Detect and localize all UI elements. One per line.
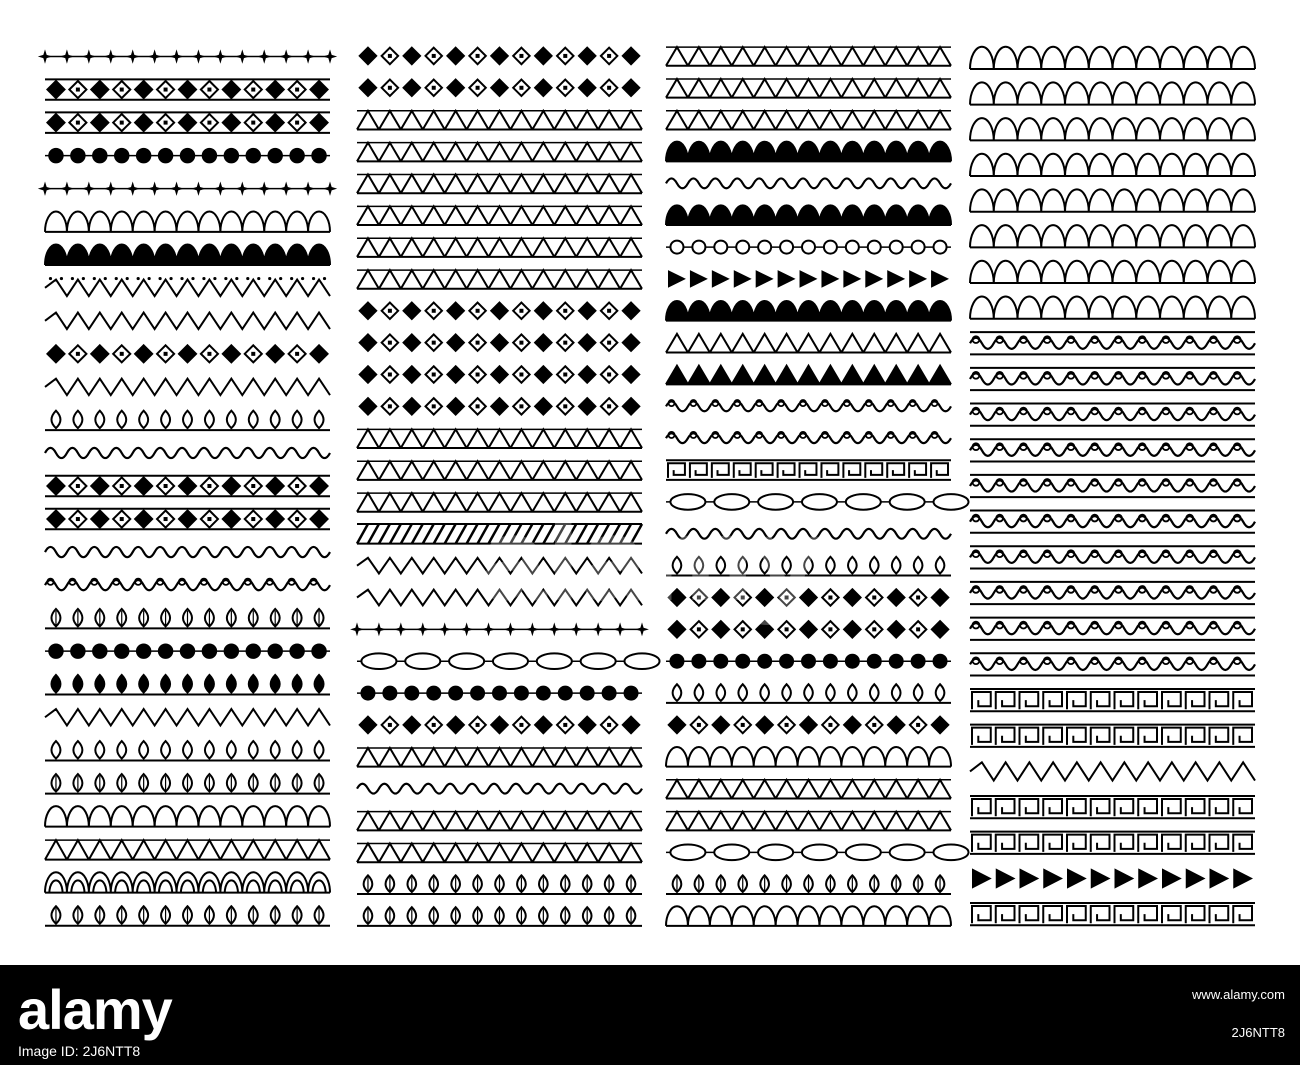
border-row <box>45 509 330 529</box>
image-id-label: Image ID: 2J6NTT8 <box>18 1043 141 1059</box>
border-row <box>666 875 951 894</box>
border-row <box>970 762 1255 780</box>
brand-logo: alamy <box>18 978 172 1041</box>
border-row <box>970 832 1255 854</box>
border-row <box>45 277 330 296</box>
border-row <box>357 748 642 767</box>
border-row <box>970 154 1255 176</box>
border-row <box>666 111 951 130</box>
border-row <box>666 178 951 188</box>
border-row <box>970 653 1255 675</box>
footer-bar <box>0 965 1300 1065</box>
border-row <box>668 270 949 288</box>
border-column-1 <box>38 49 337 925</box>
border-row <box>970 582 1255 604</box>
border-row <box>970 796 1255 818</box>
border-row <box>45 79 330 99</box>
border-row <box>970 368 1255 390</box>
border-row <box>970 903 1255 925</box>
border-row <box>357 875 642 894</box>
border-row <box>666 655 951 668</box>
border-row <box>666 432 951 443</box>
border-row <box>357 206 642 225</box>
border-row <box>45 741 330 760</box>
border-row <box>970 725 1255 747</box>
border-row <box>666 400 951 411</box>
border-row <box>45 675 330 694</box>
border-row <box>970 689 1255 711</box>
border-row <box>45 609 330 628</box>
border-row <box>360 398 640 414</box>
border-row <box>357 111 642 130</box>
border-row <box>38 49 337 63</box>
border-row <box>47 345 327 362</box>
border-row <box>45 448 330 458</box>
border-row <box>666 47 951 66</box>
border-row <box>360 717 640 733</box>
border-row <box>45 547 330 557</box>
border-row <box>360 80 640 96</box>
watermark: alamy <box>479 492 821 626</box>
border-row <box>45 806 330 826</box>
border-row <box>970 296 1255 318</box>
border-row <box>360 366 640 382</box>
border-column-3 <box>666 47 969 926</box>
border-row <box>360 303 640 319</box>
border-row <box>45 211 330 231</box>
border-row <box>970 546 1255 568</box>
border-row <box>45 644 330 657</box>
border-row <box>45 906 330 925</box>
border-row <box>357 812 642 831</box>
border-row <box>357 784 642 794</box>
border-row <box>45 872 330 892</box>
border-row <box>666 780 951 799</box>
border-row <box>666 460 951 480</box>
border-row <box>45 579 330 591</box>
border-row <box>666 142 951 162</box>
border-row <box>970 475 1255 497</box>
border-row <box>970 511 1255 533</box>
border-row <box>45 313 330 329</box>
border-row <box>970 47 1255 69</box>
border-row <box>666 334 951 353</box>
border-row <box>970 618 1255 640</box>
border-row <box>970 225 1255 247</box>
border-row <box>666 205 951 225</box>
border-row <box>45 379 330 395</box>
border-row <box>357 238 642 257</box>
footer-image-id: 2J6NTT8 <box>1231 1025 1285 1040</box>
border-row <box>666 366 951 385</box>
border-row <box>666 241 951 254</box>
border-row <box>970 439 1255 461</box>
border-row <box>666 812 951 831</box>
border-row <box>669 717 949 733</box>
border-row <box>357 143 642 162</box>
border-row <box>45 774 330 793</box>
border-row <box>666 747 951 767</box>
border-row <box>45 411 330 430</box>
border-row <box>45 112 330 132</box>
border-row <box>357 429 642 448</box>
border-row <box>357 270 642 289</box>
border-row <box>357 907 642 926</box>
border-column-2 <box>350 48 659 926</box>
border-row <box>360 334 640 350</box>
footer-url: www.alamy.com <box>1192 987 1285 1002</box>
border-row <box>357 687 642 700</box>
border-row <box>45 709 330 725</box>
border-row <box>970 404 1255 426</box>
border-row <box>666 79 951 98</box>
border-row <box>666 906 951 926</box>
border-row <box>45 149 330 162</box>
border-row <box>360 48 640 64</box>
border-row <box>666 684 951 703</box>
border-row <box>38 181 337 195</box>
border-row <box>357 175 642 194</box>
border-row <box>357 844 642 863</box>
border-row <box>45 476 330 496</box>
border-row <box>357 461 642 480</box>
border-row <box>357 653 660 669</box>
border-row <box>970 261 1255 283</box>
border-row <box>970 82 1255 104</box>
border-row <box>666 301 951 321</box>
border-row <box>970 118 1255 140</box>
border-column-4 <box>970 47 1255 926</box>
border-row <box>970 332 1255 354</box>
border-row <box>970 189 1255 211</box>
border-row <box>45 840 330 859</box>
border-row <box>972 868 1253 888</box>
border-row <box>45 245 330 265</box>
border-row <box>666 845 969 861</box>
